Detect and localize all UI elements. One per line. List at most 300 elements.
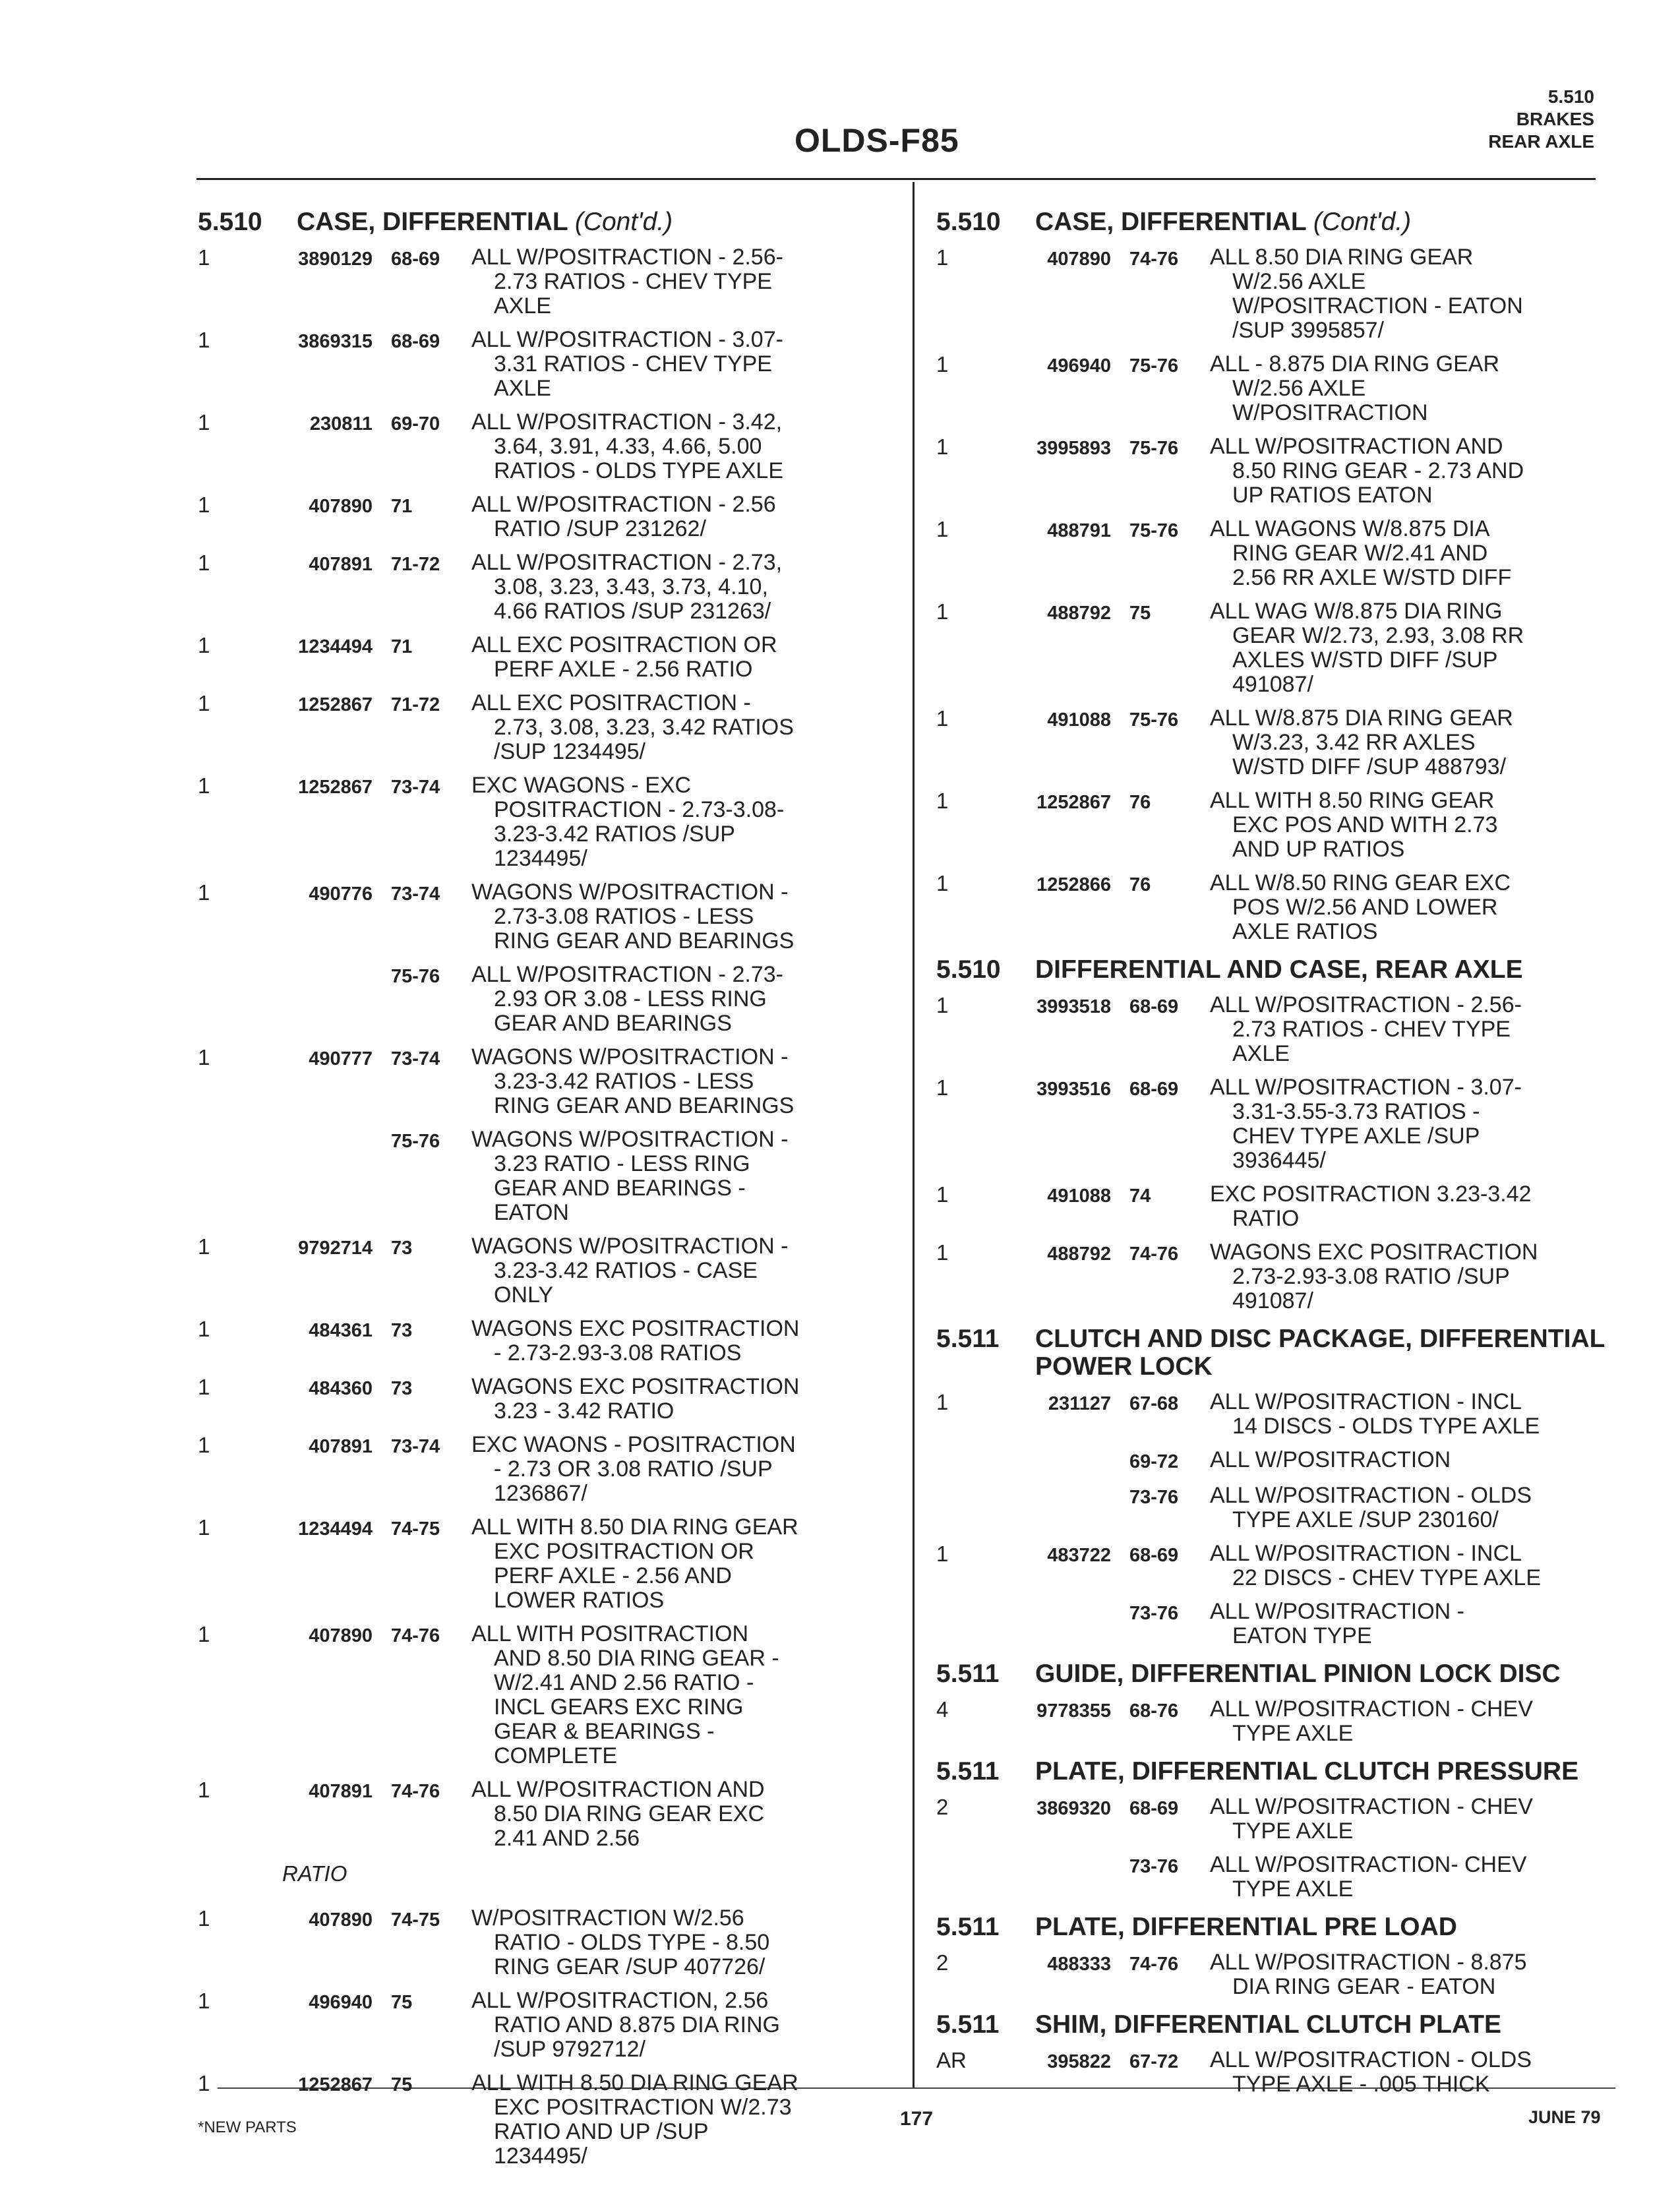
parts-row [936, 352, 1635, 425]
description-line: ALL W/POSITRACTION - 2.56- [471, 245, 783, 270]
section-note: (Cont'd.) [1313, 208, 1412, 236]
parts-row [198, 691, 884, 764]
part-number: 230811 [309, 413, 373, 435]
description-line: COMPLETE [494, 1743, 618, 1768]
description-line: TYPE AXLE [1232, 1818, 1354, 1844]
model-years: 68-69 [1129, 996, 1179, 1017]
parts-row [936, 1390, 1635, 1439]
description-line: 2.41 AND 2.56 [494, 1826, 640, 1851]
description-line: ALL W/POSITRACTION - OLDS [1210, 1483, 1532, 1508]
part-number: 1252867 [298, 777, 373, 798]
quantity: 1 [198, 1515, 210, 1540]
part-description [1210, 1484, 1635, 1532]
part-number: 1252867 [298, 694, 373, 715]
description-line: ALL W/8.50 RING GEAR EXC [1210, 870, 1511, 895]
quantity: 1 [936, 517, 949, 541]
part-number [264, 1127, 373, 1129]
part-description [1210, 1795, 1635, 1844]
model-years: 74-75 [391, 1518, 440, 1540]
description-line: ALL WITH 8.50 RING GEAR [1210, 788, 1495, 813]
description-line: 3.31-3.55-3.73 RATIOS - [1232, 1099, 1480, 1124]
section-title [1035, 1325, 1635, 1381]
section-reference [1488, 86, 1594, 153]
section-code: 5.510 [936, 955, 1001, 984]
part-description [1210, 706, 1635, 779]
description-line: 491087/ [1232, 1288, 1313, 1313]
part-description [471, 1989, 884, 2062]
section-code: 5.511 [936, 1325, 1000, 1353]
parts-row [198, 1515, 884, 1613]
part-number: 3993518 [1036, 996, 1111, 1017]
part-description [1210, 245, 1635, 343]
part-number: 407891 [309, 554, 373, 575]
part-description [471, 410, 884, 483]
part-number: 1252867 [1036, 792, 1111, 813]
description-line: EXC POSITRACTION OR [494, 1539, 754, 1564]
part-number: 407890 [309, 1909, 373, 1931]
model-years: 76 [1129, 874, 1151, 895]
part-number: 9778355 [1036, 1700, 1111, 1722]
description-line: WAGONS W/POSITRACTION - [471, 1127, 789, 1152]
part-description [1210, 1600, 1635, 1648]
parts-row [936, 245, 1635, 343]
description-line: 8.50 RING GEAR - 2.73 AND [1232, 458, 1524, 483]
quantity: 1 [198, 773, 210, 798]
part-number [264, 963, 373, 964]
model-years: 73-74 [391, 884, 440, 905]
section-heading [936, 208, 1635, 236]
model-years: 68-69 [1129, 1545, 1179, 1566]
description-line: GEAR & BEARINGS - [494, 1719, 715, 1744]
description-line: 3.23 - 3.42 RATIO [494, 1398, 675, 1424]
description-line: LOWER RATIOS [494, 1588, 665, 1613]
header-rule [196, 178, 1596, 180]
model-years: 73-76 [1129, 1603, 1179, 1624]
part-description [471, 551, 884, 624]
part-description [471, 773, 884, 871]
section-code: 5.510 [198, 208, 262, 236]
description-line: AND 8.50 DIA RING GEAR - [494, 1646, 779, 1671]
section-code: 5.510 [936, 208, 1001, 236]
parts-row [936, 1950, 1635, 1999]
model-years: 68-69 [391, 249, 440, 270]
description-line: EATON TYPE [1232, 1623, 1372, 1648]
description-line: PERF AXLE - 2.56 RATIO [494, 657, 753, 682]
description-line: W/POSITRACTION - EATON [1232, 293, 1523, 318]
section-title [1035, 956, 1635, 984]
part-number: 1252866 [1036, 874, 1111, 895]
parts-row [936, 1484, 1635, 1532]
quantity: 1 [936, 993, 949, 1017]
model-years: 75-76 [1129, 355, 1179, 376]
section-title-text: GUIDE, DIFFERENTIAL PINION LOCK DISC [1035, 1660, 1561, 1688]
quantity: 4 [936, 1697, 949, 1722]
parts-row [198, 963, 884, 1036]
model-years: 74-76 [1129, 1954, 1179, 1975]
description-line: 3936445/ [1232, 1148, 1326, 1173]
parts-row [198, 1375, 884, 1424]
part-description [1210, 789, 1635, 862]
model-years: 74-76 [1129, 249, 1179, 270]
parts-row [936, 1600, 1635, 1648]
quantity: 1 [198, 1989, 210, 2013]
part-number: 488333 [1047, 1954, 1111, 1975]
quantity: 1 [198, 1906, 210, 1931]
description-line: WAGONS W/POSITRACTION - [471, 1234, 789, 1259]
quantity: 1 [936, 599, 949, 624]
description-line: - 2.73-2.93-3.08 RATIOS [494, 1340, 742, 1366]
section-title-text: PLATE, DIFFERENTIAL PRE LOAD [1035, 1913, 1457, 1941]
column-divider [913, 182, 915, 2089]
parts-row [198, 1989, 884, 2062]
description-line: 3.23 RATIO - LESS RING [494, 1151, 750, 1176]
description-line: ALL W/POSITRACTION - CHEV [1210, 1696, 1533, 1722]
description-line: WAGONS W/POSITRACTION - [471, 1044, 789, 1069]
quantity: 1 [198, 1234, 210, 1259]
quantity: 2 [936, 1950, 949, 1975]
section-code: 5.511 [936, 1913, 1000, 1941]
part-number: 3993516 [1036, 1079, 1111, 1100]
part-description [471, 328, 884, 401]
model-years: 74-76 [391, 1781, 440, 1802]
part-description [471, 2071, 884, 2169]
model-years: 69-72 [1129, 1451, 1179, 1472]
model-years: 74-76 [391, 1625, 440, 1646]
part-number: 1252867 [298, 2074, 373, 2095]
description-line: RING GEAR AND BEARINGS [494, 928, 795, 953]
parts-section [936, 1660, 1635, 1746]
section-title [1035, 1758, 1635, 1786]
description-line: /SUP 3995857/ [1232, 318, 1384, 343]
description-line: /SUP 9792712/ [494, 2037, 645, 2062]
parts-row [936, 1542, 1635, 1590]
description-line: ALL WITH 8.50 DIA RING GEAR [471, 1515, 798, 1540]
part-description [1210, 1697, 1635, 1746]
quantity: 1 [936, 706, 949, 731]
description-line: ALL W/POSITRACTION - 2.73- [471, 962, 783, 987]
description-line: W/2.56 AXLE [1232, 269, 1366, 294]
part-number: 496940 [309, 1992, 373, 2013]
quantity: 1 [198, 551, 210, 575]
part-number: 395822 [1047, 2051, 1111, 2072]
model-years: 75-76 [1129, 438, 1179, 459]
parts-section [936, 208, 1635, 944]
parts-row [198, 633, 884, 682]
part-number: 3995893 [1036, 438, 1111, 459]
description-line: 1236867/ [494, 1481, 587, 1506]
part-description [1210, 2048, 1635, 2097]
parts-row [198, 328, 884, 401]
description-line: 3.08, 3.23, 3.43, 3.73, 4.10, [494, 574, 768, 599]
description-line: AXLE [494, 376, 551, 401]
quantity: 1 [198, 1778, 210, 1802]
part-number: 491088 [1047, 709, 1111, 731]
part-number: 9792714 [298, 1238, 373, 1259]
parts-section [936, 956, 1635, 1313]
section-title-text: PLATE, DIFFERENTIAL CLUTCH PRESSURE [1035, 1757, 1579, 1786]
part-number: 484360 [309, 1378, 373, 1399]
quantity: 1 [936, 1390, 949, 1414]
part-number: 488792 [1047, 1244, 1111, 1265]
description-line: RING GEAR AND BEARINGS [494, 1093, 795, 1118]
description-line: ALL W/POSITRACTION - 2.56 [471, 492, 776, 517]
parts-row [198, 245, 884, 318]
parts-row [198, 493, 884, 541]
section-title [297, 208, 884, 236]
part-number: 490777 [309, 1048, 373, 1069]
part-description [471, 1045, 884, 1118]
quantity: 1 [198, 245, 210, 270]
section-ref-subcategory: REAR AXLE [1488, 131, 1594, 152]
quantity: 1 [936, 435, 949, 459]
description-line: 8.50 DIA RING GEAR EXC [494, 1801, 765, 1826]
section-title [1035, 2011, 1635, 2039]
description-line: 2.93 OR 3.08 - LESS RING [494, 986, 767, 1011]
model-years: 71-72 [391, 694, 440, 715]
description-line: W/STD DIFF /SUP 488793/ [1232, 754, 1507, 779]
description-line: ALL WITH POSITRACTION [471, 1621, 749, 1646]
parts-row [198, 1622, 884, 1768]
part-number: 407891 [309, 1436, 373, 1457]
description-line: TYPE AXLE [1232, 1721, 1354, 1746]
description-line: WAGONS W/POSITRACTION - [471, 880, 789, 905]
part-description [471, 1515, 884, 1613]
model-years: 73-74 [391, 777, 440, 798]
part-description [1210, 599, 1635, 697]
parts-row [936, 706, 1635, 779]
model-years: 73-74 [391, 1048, 440, 1069]
description-line: ALL WAG W/8.875 DIA RING [1210, 599, 1503, 624]
description-line: AXLES W/STD DIFF /SUP [1232, 647, 1498, 673]
parts-row [936, 871, 1635, 944]
ratio-label: RATIO [282, 1861, 347, 1886]
part-description [471, 1375, 884, 1424]
parts-section [936, 1913, 1635, 1999]
parts-row [936, 993, 1635, 1066]
description-line: POS W/2.56 AND LOWER [1232, 895, 1498, 920]
description-line: 2.73 RATIOS - CHEV TYPE [1232, 1017, 1511, 1042]
section-title-text: SHIM, DIFFERENTIAL CLUTCH PLATE [1035, 2010, 1502, 2039]
model-years: 75 [391, 2074, 413, 2095]
quantity: 1 [198, 633, 210, 657]
quantity: 1 [198, 2071, 210, 2095]
description-line: WAGONS EXC POSITRACTION [1210, 1240, 1538, 1265]
part-number: 3869320 [1036, 1798, 1111, 1819]
description-line: GEAR W/2.73, 2.93, 3.08 RR [1232, 623, 1524, 648]
part-number [1002, 1484, 1111, 1485]
section-title-text: DIFFERENTIAL AND CASE, REAR AXLE [1035, 955, 1523, 984]
description-line: ALL W/POSITRACTION - INCL [1210, 1541, 1522, 1566]
model-years: 75 [1129, 603, 1151, 624]
description-line: TYPE AXLE [1232, 1876, 1354, 1902]
description-line: WAGONS EXC POSITRACTION [471, 1316, 800, 1341]
parts-section [936, 1758, 1635, 1902]
quantity: 1 [198, 1317, 210, 1341]
description-line: EXC WAGONS - EXC [471, 773, 692, 798]
section-title [1035, 1913, 1635, 1941]
quantity: 1 [936, 1542, 949, 1566]
description-line: ALL - 8.875 DIA RING GEAR [1210, 351, 1500, 376]
part-description [471, 1433, 884, 1506]
description-line: TYPE AXLE - .005 THICK [1232, 2072, 1490, 2097]
description-line: ALL 8.50 DIA RING GEAR [1210, 245, 1474, 270]
description-line: 14 DISCS - OLDS TYPE AXLE [1232, 1414, 1540, 1439]
parts-row [936, 2048, 1635, 2097]
parts-row [198, 1433, 884, 1506]
description-line: CHEV TYPE AXLE /SUP [1232, 1124, 1480, 1149]
quantity: 1 [198, 328, 210, 352]
parts-row [936, 599, 1635, 697]
model-years: 71-72 [391, 554, 440, 575]
description-line: AXLE RATIOS [1232, 919, 1378, 944]
model-years: 74-76 [1129, 1244, 1179, 1265]
model-years: 73 [391, 1378, 413, 1399]
description-line: ALL EXC POSITRACTION OR [471, 632, 777, 657]
description-line: 3.31 RATIOS - CHEV TYPE [494, 351, 772, 376]
model-years: 75-76 [391, 966, 440, 987]
part-description [1210, 517, 1635, 590]
section-heading [936, 1913, 1635, 1941]
part-number: 484361 [309, 1320, 373, 1341]
parts-row [198, 1317, 884, 1366]
parts-row [198, 880, 884, 953]
part-number: 407891 [309, 1781, 373, 1802]
description-line: AND UP RATIOS [1232, 837, 1405, 862]
description-line: W/2.41 AND 2.56 RATIO - [494, 1670, 754, 1695]
part-number [1002, 1853, 1111, 1854]
quantity: 1 [936, 352, 949, 376]
description-line: RING GEAR W/2.41 AND [1232, 541, 1488, 566]
description-line: GEAR AND BEARINGS - [494, 1176, 746, 1201]
quantity: 1 [936, 789, 949, 813]
part-description [471, 493, 884, 541]
part-number: 3890129 [298, 249, 373, 270]
parts-row [198, 773, 884, 871]
description-line: 3.64, 3.91, 4.33, 4.66, 5.00 [494, 434, 762, 459]
description-line: RATIO AND UP /SUP [494, 2119, 709, 2144]
model-years: 76 [1129, 792, 1151, 813]
part-number: 1234494 [298, 636, 373, 657]
section-heading [936, 956, 1635, 984]
description-line: TYPE AXLE /SUP 230160/ [1232, 1507, 1499, 1532]
description-line: ALL W/POSITRACTION - 3.07- [1210, 1075, 1522, 1100]
description-line: RATIO - OLDS TYPE - 8.50 [494, 1930, 770, 1955]
model-years: 75-76 [1129, 709, 1179, 731]
parts-row [936, 435, 1635, 508]
description-line: ALL EXC POSITRACTION - [471, 690, 751, 715]
description-line: 1234495/ [494, 846, 587, 871]
model-years: 67-72 [1129, 2051, 1179, 2072]
description-line: RATIO [1232, 1206, 1300, 1231]
model-years: 67-68 [1129, 1393, 1179, 1414]
parts-section [936, 2011, 1635, 2097]
section-title-text: CASE, DIFFERENTIAL [1035, 208, 1306, 236]
parts-row [198, 410, 884, 483]
model-years: 73 [391, 1320, 413, 1341]
part-description [471, 1622, 884, 1768]
section-heading [936, 1660, 1635, 1688]
part-number: 488792 [1047, 603, 1111, 624]
model-years: 73 [391, 1238, 413, 1259]
model-years: 69-70 [391, 413, 440, 435]
parts-row [936, 517, 1635, 590]
quantity: 1 [936, 1182, 949, 1207]
description-line: ONLY [494, 1282, 554, 1307]
section-ref-number: 5.510 [1547, 86, 1594, 107]
description-line: INCL GEARS EXC RING [494, 1695, 744, 1720]
description-line: ALL WITH 8.50 DIA RING GEAR [471, 2070, 798, 2095]
model-years: 73-76 [1129, 1856, 1179, 1877]
parts-row [198, 1234, 884, 1307]
part-description [1210, 435, 1635, 508]
description-line: EXC POS AND WITH 2.73 [1232, 812, 1498, 837]
description-line: GEAR AND BEARINGS [494, 1011, 732, 1036]
part-description [471, 963, 884, 1036]
description-line: ALL W/POSITRACTION - 3.42, [471, 409, 783, 435]
part-description [471, 1778, 884, 1851]
description-line: 3.23-3.42 RATIOS - CASE [494, 1258, 758, 1283]
model-years: 71 [391, 496, 413, 517]
quantity: 1 [198, 880, 210, 905]
quantity: 1 [936, 1240, 949, 1265]
quantity: AR [936, 2048, 967, 2072]
parts-row [198, 1127, 884, 1225]
part-number: 490776 [309, 884, 373, 905]
description-line: ALL W/POSITRACTION [1210, 1447, 1451, 1472]
parts-row [198, 1906, 884, 1979]
description-line: UP RATIOS EATON [1232, 483, 1433, 508]
quantity: 1 [198, 1622, 210, 1646]
description-line: WAGONS EXC POSITRACTION [471, 1374, 800, 1399]
description-line: RING GEAR /SUP 407726/ [494, 1954, 765, 1979]
description-line: 2.73-3.08 RATIOS - LESS [494, 904, 754, 929]
part-description [1210, 352, 1635, 425]
description-line: ALL W/POSITRACTION - 2.73, [471, 550, 783, 575]
description-line: EATON [494, 1200, 569, 1225]
description-line: ALL W/POSITRACTION - [1210, 1599, 1465, 1624]
description-line: W/2.56 AXLE [1232, 376, 1366, 401]
quantity: 1 [936, 871, 949, 895]
right-column [936, 208, 1635, 2106]
quantity: 1 [198, 1045, 210, 1069]
parts-row [936, 789, 1635, 862]
part-description [471, 1906, 884, 1979]
description-line: RATIOS - OLDS TYPE AXLE [494, 458, 783, 483]
parts-row [936, 1075, 1635, 1173]
model-years: 68-76 [1129, 1700, 1179, 1722]
part-number [1002, 1600, 1111, 1601]
section-heading [936, 1325, 1635, 1381]
footer-date: JUNE 79 [1528, 2107, 1601, 2127]
model-years: 75 [391, 1992, 413, 2013]
description-line: RATIO /SUP 231262/ [494, 516, 706, 541]
model-years: 68-69 [391, 331, 440, 352]
part-number: 407890 [309, 1625, 373, 1646]
part-description [471, 1234, 884, 1307]
description-line: W/POSITRACTION [1232, 400, 1428, 425]
part-description [1210, 1390, 1635, 1439]
page-number: 177 [900, 2108, 934, 2130]
part-number: 483722 [1047, 1545, 1111, 1566]
parts-section [198, 208, 884, 2169]
model-years: 73-74 [391, 1436, 440, 1457]
section-ref-category: BRAKES [1516, 109, 1594, 129]
part-number: 407890 [1047, 249, 1111, 270]
part-number: 496940 [1047, 355, 1111, 376]
parts-row [936, 1240, 1635, 1313]
description-line: 22 DISCS - CHEV TYPE AXLE [1232, 1565, 1541, 1590]
quantity: 1 [198, 1375, 210, 1399]
